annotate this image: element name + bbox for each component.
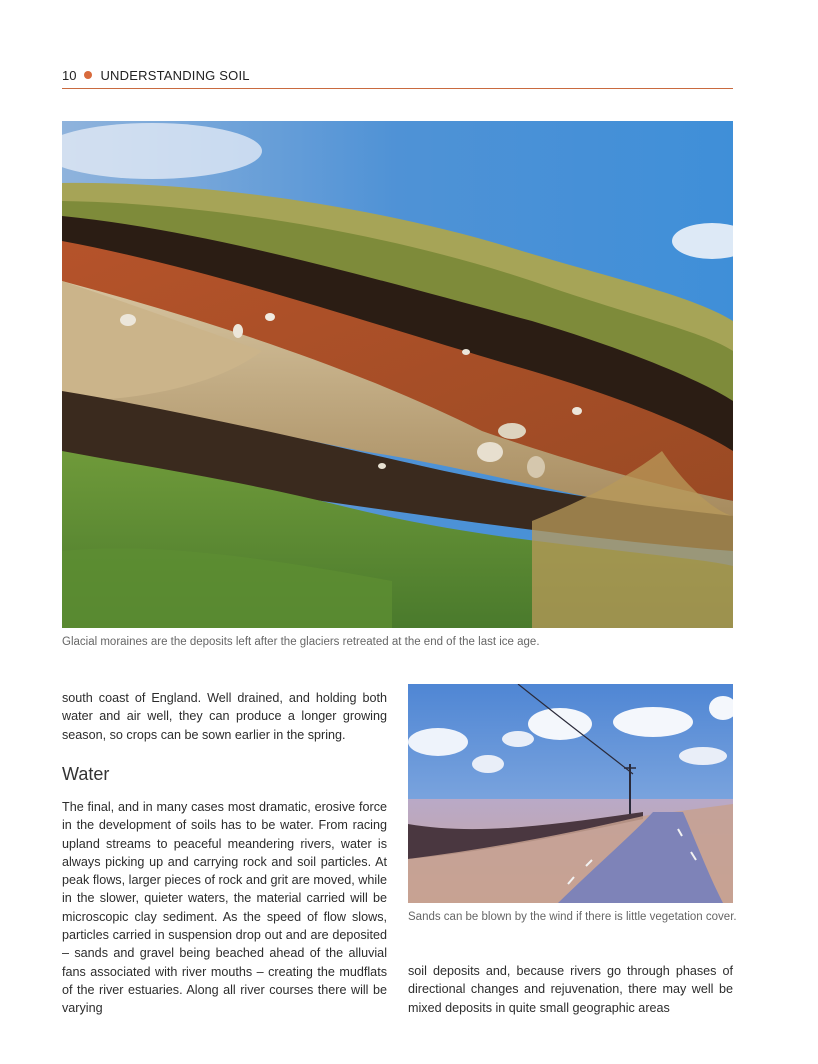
water-paragraph [62, 798, 387, 1018]
intro-paragraph-text: south coast of England. Well drained, and holding both water and air well, they can produce a longer growing season, so crops can be sown earlier in the spring. [62, 691, 387, 742]
moraine-caption: Glacial moraines are the deposits left after the glaciers retreated at the end of the last ice age. [62, 636, 540, 648]
running-title: UNDERSTANDING SOIL [100, 67, 250, 83]
page-number: 10 [62, 67, 77, 83]
sandstorm-caption: Sands can be blown by the wind if there is little vegetation cover. [408, 911, 737, 923]
continued-paragraph-text: soil deposits and, because rivers go through phases of directional changes and rejuvenation, there may well be mixed deposits in quite small geographic areas [408, 964, 733, 1015]
water-paragraph-text: The final, and in many cases most dramatic, erosive force in the development of soils has to be water. From racing upland streams to peaceful meandering rivers, water is always picking up and carrying rock and soil particles. At peak flows, larger pieces of rock and grit are moved, while in the slower, quieter waters, the material carried will be microscopic clay sediment. As the speed of flow slows, particles carried in suspension drop out and are deposited – sands and gravel being beached ahead of the alluvial fans associated with river mouths – creating the mudflats of the river estuaries. Along all river courses there will be varying [62, 800, 387, 1016]
intro-paragraph [62, 689, 387, 744]
continued-paragraph [408, 962, 733, 1017]
running-header [62, 62, 733, 89]
sandstorm-photo [408, 684, 733, 903]
bullet-dot-icon [84, 71, 92, 79]
moraine-illustration [62, 121, 733, 628]
sandstorm-illustration [408, 684, 733, 903]
moraine-photo [62, 121, 733, 628]
section-heading-water: Water [62, 764, 110, 784]
